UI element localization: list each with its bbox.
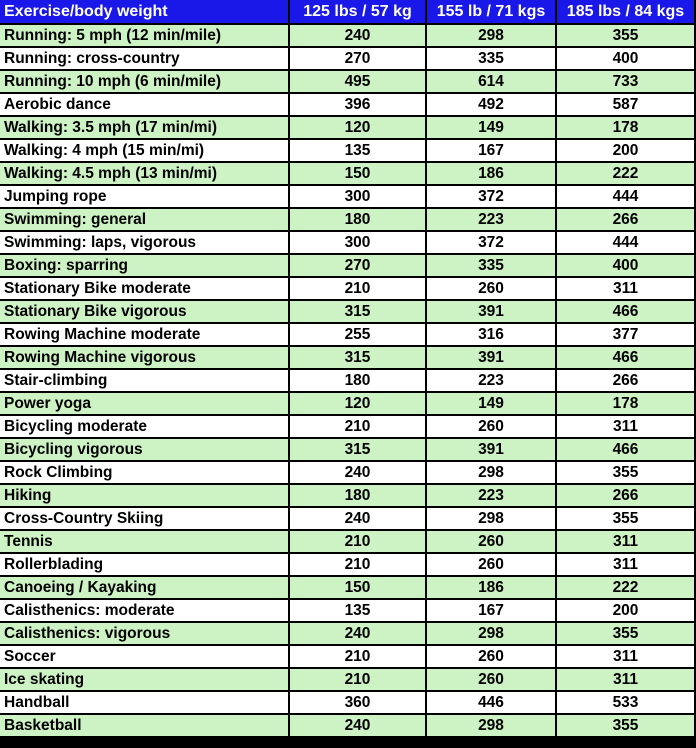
calories-125-lbs-cell: 150	[290, 577, 427, 600]
table-row	[0, 508, 696, 531]
calories-185-lbs-cell: 466	[557, 347, 696, 370]
calories-155-lbs-cell: 260	[427, 531, 557, 554]
table-row	[0, 140, 696, 163]
table-row	[0, 439, 696, 462]
exercise-name-cell: Calisthenics: vigorous	[0, 623, 290, 646]
calories-185-lbs-cell: 266	[557, 370, 696, 393]
exercise-name-cell: Rock Climbing	[0, 462, 290, 485]
table-row	[0, 163, 696, 186]
calories-185-lbs-cell: 400	[557, 255, 696, 278]
calories-125-lbs-cell: 120	[290, 117, 427, 140]
table-row	[0, 324, 696, 347]
calories-125-lbs-cell: 240	[290, 623, 427, 646]
exercise-name-cell: Stationary Bike vigorous	[0, 301, 290, 324]
calories-155-lbs-cell: 316	[427, 324, 557, 347]
calories-125-lbs-cell: 210	[290, 554, 427, 577]
calories-185-lbs-cell: 266	[557, 209, 696, 232]
calories-125-lbs-cell: 270	[290, 48, 427, 71]
calories-125-lbs-cell: 360	[290, 692, 427, 715]
table-row	[0, 255, 696, 278]
table-row	[0, 554, 696, 577]
exercise-name-cell: Hiking	[0, 485, 290, 508]
header-exercise: Exercise/body weight	[0, 0, 290, 25]
table-row	[0, 347, 696, 370]
calories-155-lbs-cell: 492	[427, 94, 557, 117]
table-row	[0, 393, 696, 416]
header-125-lbs: 125 lbs / 57 kg	[290, 0, 427, 25]
calories-155-lbs-cell: 391	[427, 301, 557, 324]
exercise-name-cell: Cross-Country Skiing	[0, 508, 290, 531]
exercise-name-cell: Power yoga	[0, 393, 290, 416]
calories-125-lbs-cell: 240	[290, 462, 427, 485]
exercise-name-cell: Running: cross-country	[0, 48, 290, 71]
exercise-name-cell: Bicycling moderate	[0, 416, 290, 439]
calories-185-lbs-cell: 311	[557, 416, 696, 439]
calories-155-lbs-cell: 446	[427, 692, 557, 715]
table-header-row	[0, 0, 696, 25]
calories-155-lbs-cell: 298	[427, 715, 557, 738]
calories-125-lbs-cell: 120	[290, 393, 427, 416]
calories-155-lbs-cell: 298	[427, 623, 557, 646]
calories-125-lbs-cell: 210	[290, 531, 427, 554]
header-185-lbs: 185 lbs / 84 kgs	[557, 0, 696, 25]
calories-185-lbs-cell: 311	[557, 646, 696, 669]
table-row	[0, 485, 696, 508]
table-row	[0, 186, 696, 209]
calories-125-lbs-cell: 210	[290, 669, 427, 692]
calories-155-lbs-cell: 391	[427, 439, 557, 462]
table-row	[0, 301, 696, 324]
calories-155-lbs-cell: 372	[427, 186, 557, 209]
calories-125-lbs-cell: 135	[290, 600, 427, 623]
calories-155-lbs-cell: 223	[427, 370, 557, 393]
exercise-name-cell: Calisthenics: moderate	[0, 600, 290, 623]
calories-185-lbs-cell: 355	[557, 715, 696, 738]
calories-185-lbs-cell: 466	[557, 439, 696, 462]
calories-125-lbs-cell: 396	[290, 94, 427, 117]
calories-155-lbs-cell: 149	[427, 393, 557, 416]
table-row	[0, 692, 696, 715]
calories-185-lbs-cell: 311	[557, 278, 696, 301]
calories-185-lbs-cell: 444	[557, 232, 696, 255]
exercise-name-cell: Basketball	[0, 715, 290, 738]
calories-155-lbs-cell: 260	[427, 669, 557, 692]
calories-125-lbs-cell: 135	[290, 140, 427, 163]
calories-185-lbs-cell: 466	[557, 301, 696, 324]
calories-155-lbs-cell: 298	[427, 25, 557, 48]
calories-185-lbs-cell: 222	[557, 577, 696, 600]
calories-125-lbs-cell: 300	[290, 232, 427, 255]
table-row	[0, 48, 696, 71]
exercise-name-cell: Bicycling vigorous	[0, 439, 290, 462]
calories-185-lbs-cell: 178	[557, 117, 696, 140]
calories-155-lbs-cell: 223	[427, 485, 557, 508]
calories-125-lbs-cell: 210	[290, 416, 427, 439]
calories-185-lbs-cell: 200	[557, 140, 696, 163]
exercise-name-cell: Tennis	[0, 531, 290, 554]
calories-185-lbs-cell: 400	[557, 48, 696, 71]
calories-185-lbs-cell: 200	[557, 600, 696, 623]
calories-125-lbs-cell: 315	[290, 301, 427, 324]
calories-125-lbs-cell: 300	[290, 186, 427, 209]
calories-125-lbs-cell: 210	[290, 278, 427, 301]
table-row	[0, 531, 696, 554]
calories-185-lbs-cell: 311	[557, 669, 696, 692]
table-row	[0, 117, 696, 140]
table-row	[0, 25, 696, 48]
calories-185-lbs-cell: 733	[557, 71, 696, 94]
calories-185-lbs-cell: 266	[557, 485, 696, 508]
exercise-name-cell: Handball	[0, 692, 290, 715]
calories-155-lbs-cell: 223	[427, 209, 557, 232]
calories-185-lbs-cell: 355	[557, 25, 696, 48]
calories-185-lbs-cell: 587	[557, 94, 696, 117]
calories-125-lbs-cell: 495	[290, 71, 427, 94]
exercise-name-cell: Swimming: general	[0, 209, 290, 232]
calories-185-lbs-cell: 311	[557, 554, 696, 577]
exercise-name-cell: Canoeing / Kayaking	[0, 577, 290, 600]
table-row	[0, 370, 696, 393]
calories-155-lbs-cell: 372	[427, 232, 557, 255]
calories-155-lbs-cell: 614	[427, 71, 557, 94]
calories-155-lbs-cell: 298	[427, 508, 557, 531]
calories-185-lbs-cell: 377	[557, 324, 696, 347]
calories-185-lbs-cell: 444	[557, 186, 696, 209]
calories-155-lbs-cell: 391	[427, 347, 557, 370]
table-row	[0, 416, 696, 439]
exercise-name-cell: Jumping rope	[0, 186, 290, 209]
table-row	[0, 71, 696, 94]
exercise-name-cell: Soccer	[0, 646, 290, 669]
calories-155-lbs-cell: 335	[427, 255, 557, 278]
calories-155-lbs-cell: 260	[427, 554, 557, 577]
calories-155-lbs-cell: 260	[427, 646, 557, 669]
exercise-name-cell: Rowing Machine vigorous	[0, 347, 290, 370]
calories-125-lbs-cell: 270	[290, 255, 427, 278]
exercise-name-cell: Stair-climbing	[0, 370, 290, 393]
calories-185-lbs-cell: 178	[557, 393, 696, 416]
exercise-name-cell: Walking: 3.5 mph (17 min/mi)	[0, 117, 290, 140]
calories-125-lbs-cell: 240	[290, 25, 427, 48]
calories-125-lbs-cell: 255	[290, 324, 427, 347]
table-body	[0, 25, 696, 738]
header-155-lbs: 155 lb / 71 kgs	[427, 0, 557, 25]
calories-155-lbs-cell: 298	[427, 462, 557, 485]
calories-125-lbs-cell: 150	[290, 163, 427, 186]
exercise-name-cell: Aerobic dance	[0, 94, 290, 117]
calories-155-lbs-cell: 335	[427, 48, 557, 71]
exercise-name-cell: Running: 10 mph (6 min/mile)	[0, 71, 290, 94]
calories-155-lbs-cell: 186	[427, 577, 557, 600]
calories-185-lbs-cell: 355	[557, 508, 696, 531]
calories-125-lbs-cell: 180	[290, 485, 427, 508]
calories-155-lbs-cell: 167	[427, 600, 557, 623]
table-row	[0, 715, 696, 738]
table-row	[0, 577, 696, 600]
calories-125-lbs-cell: 180	[290, 209, 427, 232]
calories-155-lbs-cell: 260	[427, 416, 557, 439]
calories-125-lbs-cell: 180	[290, 370, 427, 393]
exercise-name-cell: Running: 5 mph (12 min/mile)	[0, 25, 290, 48]
table-row	[0, 669, 696, 692]
exercise-name-cell: Rowing Machine moderate	[0, 324, 290, 347]
calories-125-lbs-cell: 240	[290, 715, 427, 738]
calories-155-lbs-cell: 260	[427, 278, 557, 301]
exercise-name-cell: Swimming: laps, vigorous	[0, 232, 290, 255]
calories-125-lbs-cell: 315	[290, 439, 427, 462]
calories-155-lbs-cell: 186	[427, 163, 557, 186]
calories-155-lbs-cell: 167	[427, 140, 557, 163]
calories-185-lbs-cell: 355	[557, 462, 696, 485]
table-row	[0, 462, 696, 485]
exercise-name-cell: Stationary Bike moderate	[0, 278, 290, 301]
table-row	[0, 232, 696, 255]
calories-185-lbs-cell: 222	[557, 163, 696, 186]
table-row	[0, 94, 696, 117]
calories-185-lbs-cell: 355	[557, 623, 696, 646]
exercise-name-cell: Boxing: sparring	[0, 255, 290, 278]
calories-125-lbs-cell: 240	[290, 508, 427, 531]
calories-185-lbs-cell: 533	[557, 692, 696, 715]
exercise-name-cell: Walking: 4.5 mph (13 min/mi)	[0, 163, 290, 186]
table-row	[0, 600, 696, 623]
calories-185-lbs-cell: 311	[557, 531, 696, 554]
table-row	[0, 209, 696, 232]
exercise-name-cell: Walking: 4 mph (15 min/mi)	[0, 140, 290, 163]
exercise-name-cell: Ice skating	[0, 669, 290, 692]
table-row	[0, 646, 696, 669]
calories-155-lbs-cell: 149	[427, 117, 557, 140]
exercise-name-cell: Rollerblading	[0, 554, 290, 577]
table-row	[0, 623, 696, 646]
calories-125-lbs-cell: 210	[290, 646, 427, 669]
table-row	[0, 278, 696, 301]
calories-125-lbs-cell: 315	[290, 347, 427, 370]
